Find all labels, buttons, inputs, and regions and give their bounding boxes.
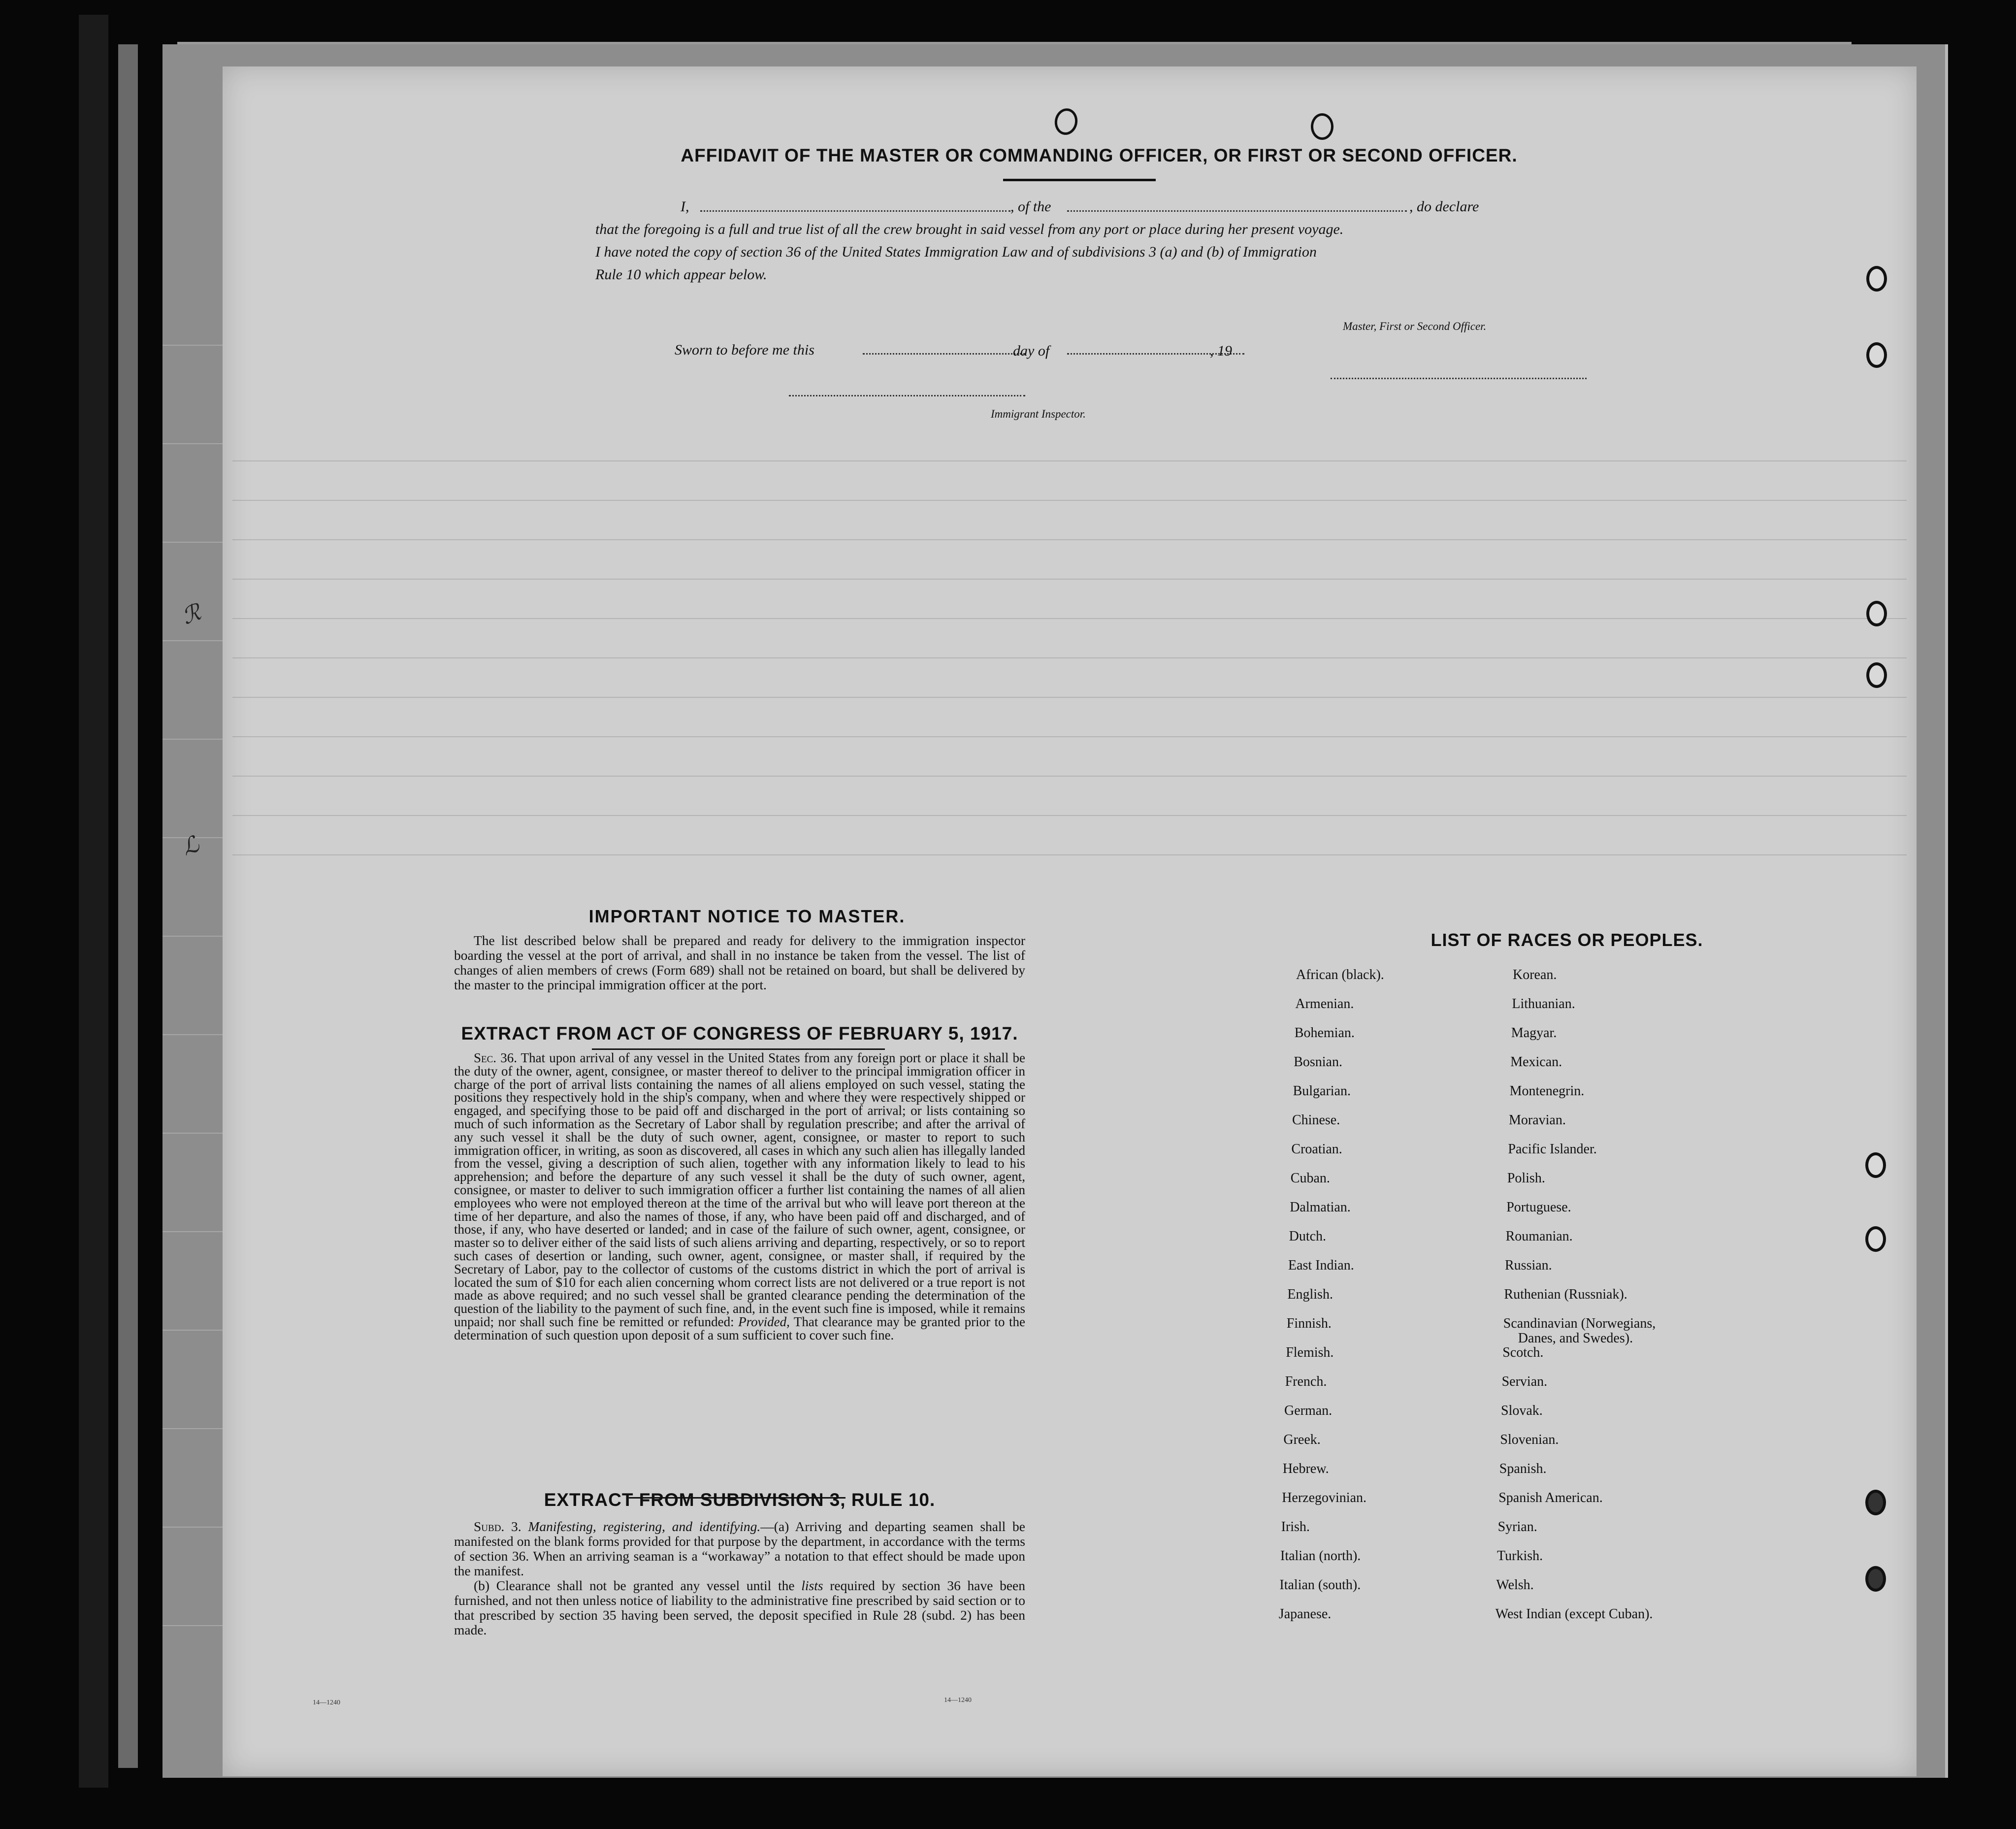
race-item: French.: [1285, 1374, 1327, 1389]
ledger-line: [163, 1034, 223, 1035]
bleed-through-line: [232, 539, 1907, 540]
ledger-line: [163, 542, 223, 543]
year-label: , 19: [1210, 343, 1232, 359]
para-a-text: Arriving and departing seamen shall be manifested on the blank forms provided for that purpose by the department, in accordance with the terms of section 36. When an arriving seaman is a “workaway” a notation to that effect should be made upon the manifest.: [454, 1519, 1025, 1578]
bleed-through-line: [232, 460, 1907, 461]
punch-hole: [1866, 342, 1887, 368]
inspector-signature-line: [789, 394, 1025, 396]
ledger-line: [163, 640, 223, 641]
sworn-day-blank: [863, 352, 1025, 355]
race-item: Roumanian.: [1505, 1229, 1573, 1244]
bleed-through-line: [232, 854, 1907, 855]
race-item: Cuban.: [1290, 1171, 1330, 1186]
affidavit-title: AFFIDAVIT OF THE MASTER OR COMMANDING OFFICER, OR FIRST OR SECOND OFFICER.: [681, 145, 1518, 165]
race-item: Armenian.: [1295, 996, 1354, 1012]
race-item: Greek.: [1283, 1432, 1321, 1447]
affidavit-of-the: , of the: [1010, 198, 1051, 215]
extract-act-title: EXTRACT FROM ACT OF CONGRESS OF FEBRUARY 5, 1917.: [461, 1023, 1018, 1044]
handwritten-margin-mark: ℒ: [178, 831, 203, 861]
affidavit-line-4: Rule 10 which appear below.: [595, 266, 767, 283]
race-item: Herzegovinian.: [1282, 1490, 1367, 1505]
race-item: Bohemian.: [1294, 1025, 1355, 1041]
vessel-blank: [1067, 209, 1407, 212]
race-item: Dalmatian.: [1290, 1200, 1351, 1215]
race-item: East Indian.: [1288, 1258, 1354, 1273]
race-item: Pacific Islander.: [1508, 1142, 1597, 1157]
ledger-line: [163, 443, 223, 444]
rule-para-a: [454, 1519, 1025, 1578]
race-item: Bosnian.: [1294, 1054, 1342, 1070]
name-blank: [700, 209, 1010, 212]
race-item: Korean.: [1513, 967, 1557, 982]
punch-hole: [1866, 601, 1887, 626]
race-item: Polish.: [1507, 1171, 1545, 1186]
ledger-line: [163, 1527, 223, 1528]
race-item: Italian (north).: [1280, 1548, 1361, 1564]
scan-edge-left: [79, 15, 108, 1788]
punch-hole: [1866, 662, 1887, 688]
rule-para-b: [454, 1578, 1025, 1637]
ledger-line: [163, 1625, 223, 1626]
punch-hole: [1866, 266, 1887, 292]
bleed-through-line: [232, 500, 1907, 501]
race-item: Slovak.: [1501, 1403, 1543, 1418]
handwritten-margin-mark: ℛ: [178, 599, 204, 629]
bleed-through-line: [232, 736, 1907, 737]
race-item: Irish.: [1281, 1519, 1310, 1535]
race-item: Moravian.: [1509, 1112, 1566, 1128]
race-item: Flemish.: [1286, 1345, 1334, 1360]
sworn-label: Sworn to before me this: [675, 342, 814, 358]
race-item: Portuguese.: [1506, 1200, 1571, 1215]
punch-hole: [1053, 106, 1080, 136]
race-item: Servian.: [1501, 1374, 1548, 1389]
race-item: Spanish American.: [1498, 1490, 1603, 1505]
affidavit-line-3: I have noted the copy of section 36 of the United States Immigration Law and of subdivisions 3 (a) and (b) of Immigration: [595, 244, 1317, 260]
bleed-through-line: [232, 697, 1907, 698]
para-b-lists: lists: [801, 1578, 823, 1593]
notice-title: IMPORTANT NOTICE TO MASTER.: [588, 906, 906, 926]
bleed-through-line: [232, 776, 1907, 777]
race-item: Chinese.: [1292, 1112, 1340, 1128]
section-rule: [592, 1048, 885, 1050]
race-item: Scotch.: [1502, 1345, 1544, 1360]
race-item: Ruthenian (Russniak).: [1504, 1287, 1627, 1302]
form-number-left: 14—1240: [313, 1699, 340, 1706]
race-item: Japanese.: [1278, 1606, 1332, 1622]
extract-act-body: [454, 1051, 1025, 1342]
ledger-line: [163, 739, 223, 740]
notice-body: The list described below shall be prepared and ready for delivery to the immigration inspector boarding the vessel at the port of arrival, and shall in no instance be taken from the vessel. The list of changes of alien members of crews (Form 689) shall not be retained on board, but shall be delivered by the master to the principal immigration officer at the port.: [454, 933, 1025, 992]
act-text-end: That clearance may be granted prior to the determination of such question upon deposit of a sum sufficient to cover such fine.: [454, 1314, 1026, 1342]
ledger-line: [163, 1133, 223, 1134]
race-item: Scandinavian (Norwegians,: [1503, 1316, 1656, 1331]
affidavit-line-2: that the foregoing is a full and true list of all the crew brought in said vessel from any port or place during her present voyage.: [595, 221, 1344, 237]
bleed-through-line: [232, 657, 1907, 658]
punch-hole: [1865, 1490, 1886, 1515]
punch-hole: [1311, 113, 1333, 140]
para-b-start: Clearance shall not be granted any vessel until the: [496, 1578, 795, 1593]
scan-edge-left-2: [118, 44, 138, 1768]
race-item: Finnish.: [1286, 1316, 1332, 1331]
race-item: West Indian (except Cuban).: [1495, 1606, 1653, 1622]
bleed-through-line: [232, 579, 1907, 580]
subd-heading: Manifesting, registering, and identifying.: [528, 1519, 761, 1534]
race-item: Montenegrin.: [1509, 1083, 1585, 1099]
race-item: German.: [1284, 1403, 1333, 1418]
race-item: Magyar.: [1511, 1025, 1557, 1041]
provided-label: Provided,: [738, 1314, 790, 1329]
race-item: Hebrew.: [1282, 1461, 1329, 1476]
race-item: Italian (south).: [1279, 1577, 1361, 1593]
para-a-label: —(a): [760, 1519, 789, 1534]
race-item: Mexican.: [1510, 1054, 1562, 1070]
bleed-through-line: [232, 815, 1907, 816]
race-item: African (black).: [1296, 967, 1384, 982]
day-of-label: day of: [1013, 343, 1050, 359]
form-number: 14—1240: [944, 1697, 972, 1704]
race-item: Danes, and Swedes).: [1518, 1331, 1633, 1346]
race-item: Syrian.: [1497, 1519, 1537, 1535]
race-item: English.: [1287, 1287, 1333, 1302]
extract-rule-title: EXTRACT FROM SUBDIVISION 3, RULE 10.: [544, 1490, 936, 1510]
affidavit-declare: , do declare: [1409, 198, 1479, 215]
para-b-label: (b): [474, 1578, 490, 1593]
race-item: Russian.: [1505, 1258, 1552, 1273]
races-title: LIST OF RACES OR PEOPLES.: [1431, 930, 1703, 950]
act-text: That upon arrival of any vessel in the United States from any foreign port or place it shall be the duty of the owner, agent, consignee, or master thereof to deliver to the principal immigration officer in charge of the port of arrival lists containing the names of all aliens employed on such vessel, stating the positions they respectively hold in the ship's company, when and where they were respectively shipped or engaged, and specifying those to be paid off and discharged in the port of arrival; or lists containing so much of such information as the Secretary of Labor shall by regulation prescribe; and after the arrival of any such vessel it shall be the duty of such owner, agent, consignee, or master to report to such immigration officer, in writing, as soon as discovered, all cases in which any such alien has illegally landed from the vessel, giving a description of such alien, together with any information likely to lead to his apprehension; and before the departure of any such vessel it shall be the duty of such owner, agent, consignee, or master to deliver to such immigration officer a further list containing the names of all alien employees who were not employed thereon at the time of the arrival but who will leave port thereon at the time of her departure, and also the names of those, if any, who have been paid off and discharged, and of those, if any, who have deserted or landed; and in case of the failure of such owner, agent, consignee, or master so to deliver either of the said lists of such aliens arriving and departing, respectively, or so to report such cases of desertion or landing, such owner, agent, consignee, or master shall, if required by the Secretary of Labor, pay to the collector of customs of the customs district in which the port of arrival is located the sum of $10 for each alien concerning whom correct lists are not delivered or a true report is not made as above required; and no such vessel shall be granted clearance pending the determination of the question of the liability to the payment of such fine, and, in the event such fine is imposed, while it remains unpaid; nor shall such fine be remitted or refunded:: [454, 1050, 1025, 1329]
ledger-line: [163, 1330, 223, 1331]
race-item: Croatian.: [1291, 1142, 1342, 1157]
title-underline: [1003, 179, 1156, 181]
sec-label: Sec. 36.: [474, 1050, 517, 1065]
master-signature-line: [1331, 377, 1587, 379]
para-b-end: required by section 36 have been furnished, and not then unless notice of liability to the administrative fine prescribed by said section or to that prescribed by section 35 having been served, the deposit specified in Rule 28 (subd. 2) has been made.: [454, 1578, 1026, 1637]
ledger-line: [163, 936, 223, 937]
subd-label: Subd. 3.: [474, 1519, 521, 1534]
affidavit-line-i: I,: [681, 198, 689, 215]
ledger-line: [163, 345, 223, 346]
race-item: Bulgarian.: [1293, 1083, 1351, 1099]
punch-hole: [1865, 1566, 1886, 1592]
race-item: Welsh.: [1496, 1577, 1534, 1593]
punch-hole: [1865, 1152, 1886, 1178]
bleed-through-line: [232, 618, 1907, 619]
race-item: Lithuanian.: [1512, 996, 1575, 1012]
extract-rule-body: [454, 1519, 1025, 1637]
ledger-line: [163, 1231, 223, 1232]
inspector-label: Immigrant Inspector.: [991, 408, 1086, 420]
punch-hole: [1865, 1226, 1886, 1252]
ledger-line: [163, 1428, 223, 1429]
race-item: Slovenian.: [1500, 1432, 1559, 1447]
race-item: Turkish.: [1497, 1548, 1543, 1564]
master-signature-label: Master, First or Second Officer.: [1343, 320, 1487, 332]
race-item: Dutch.: [1289, 1229, 1327, 1244]
affidavit-page: [223, 66, 1917, 1776]
race-item: Spanish.: [1499, 1461, 1547, 1476]
